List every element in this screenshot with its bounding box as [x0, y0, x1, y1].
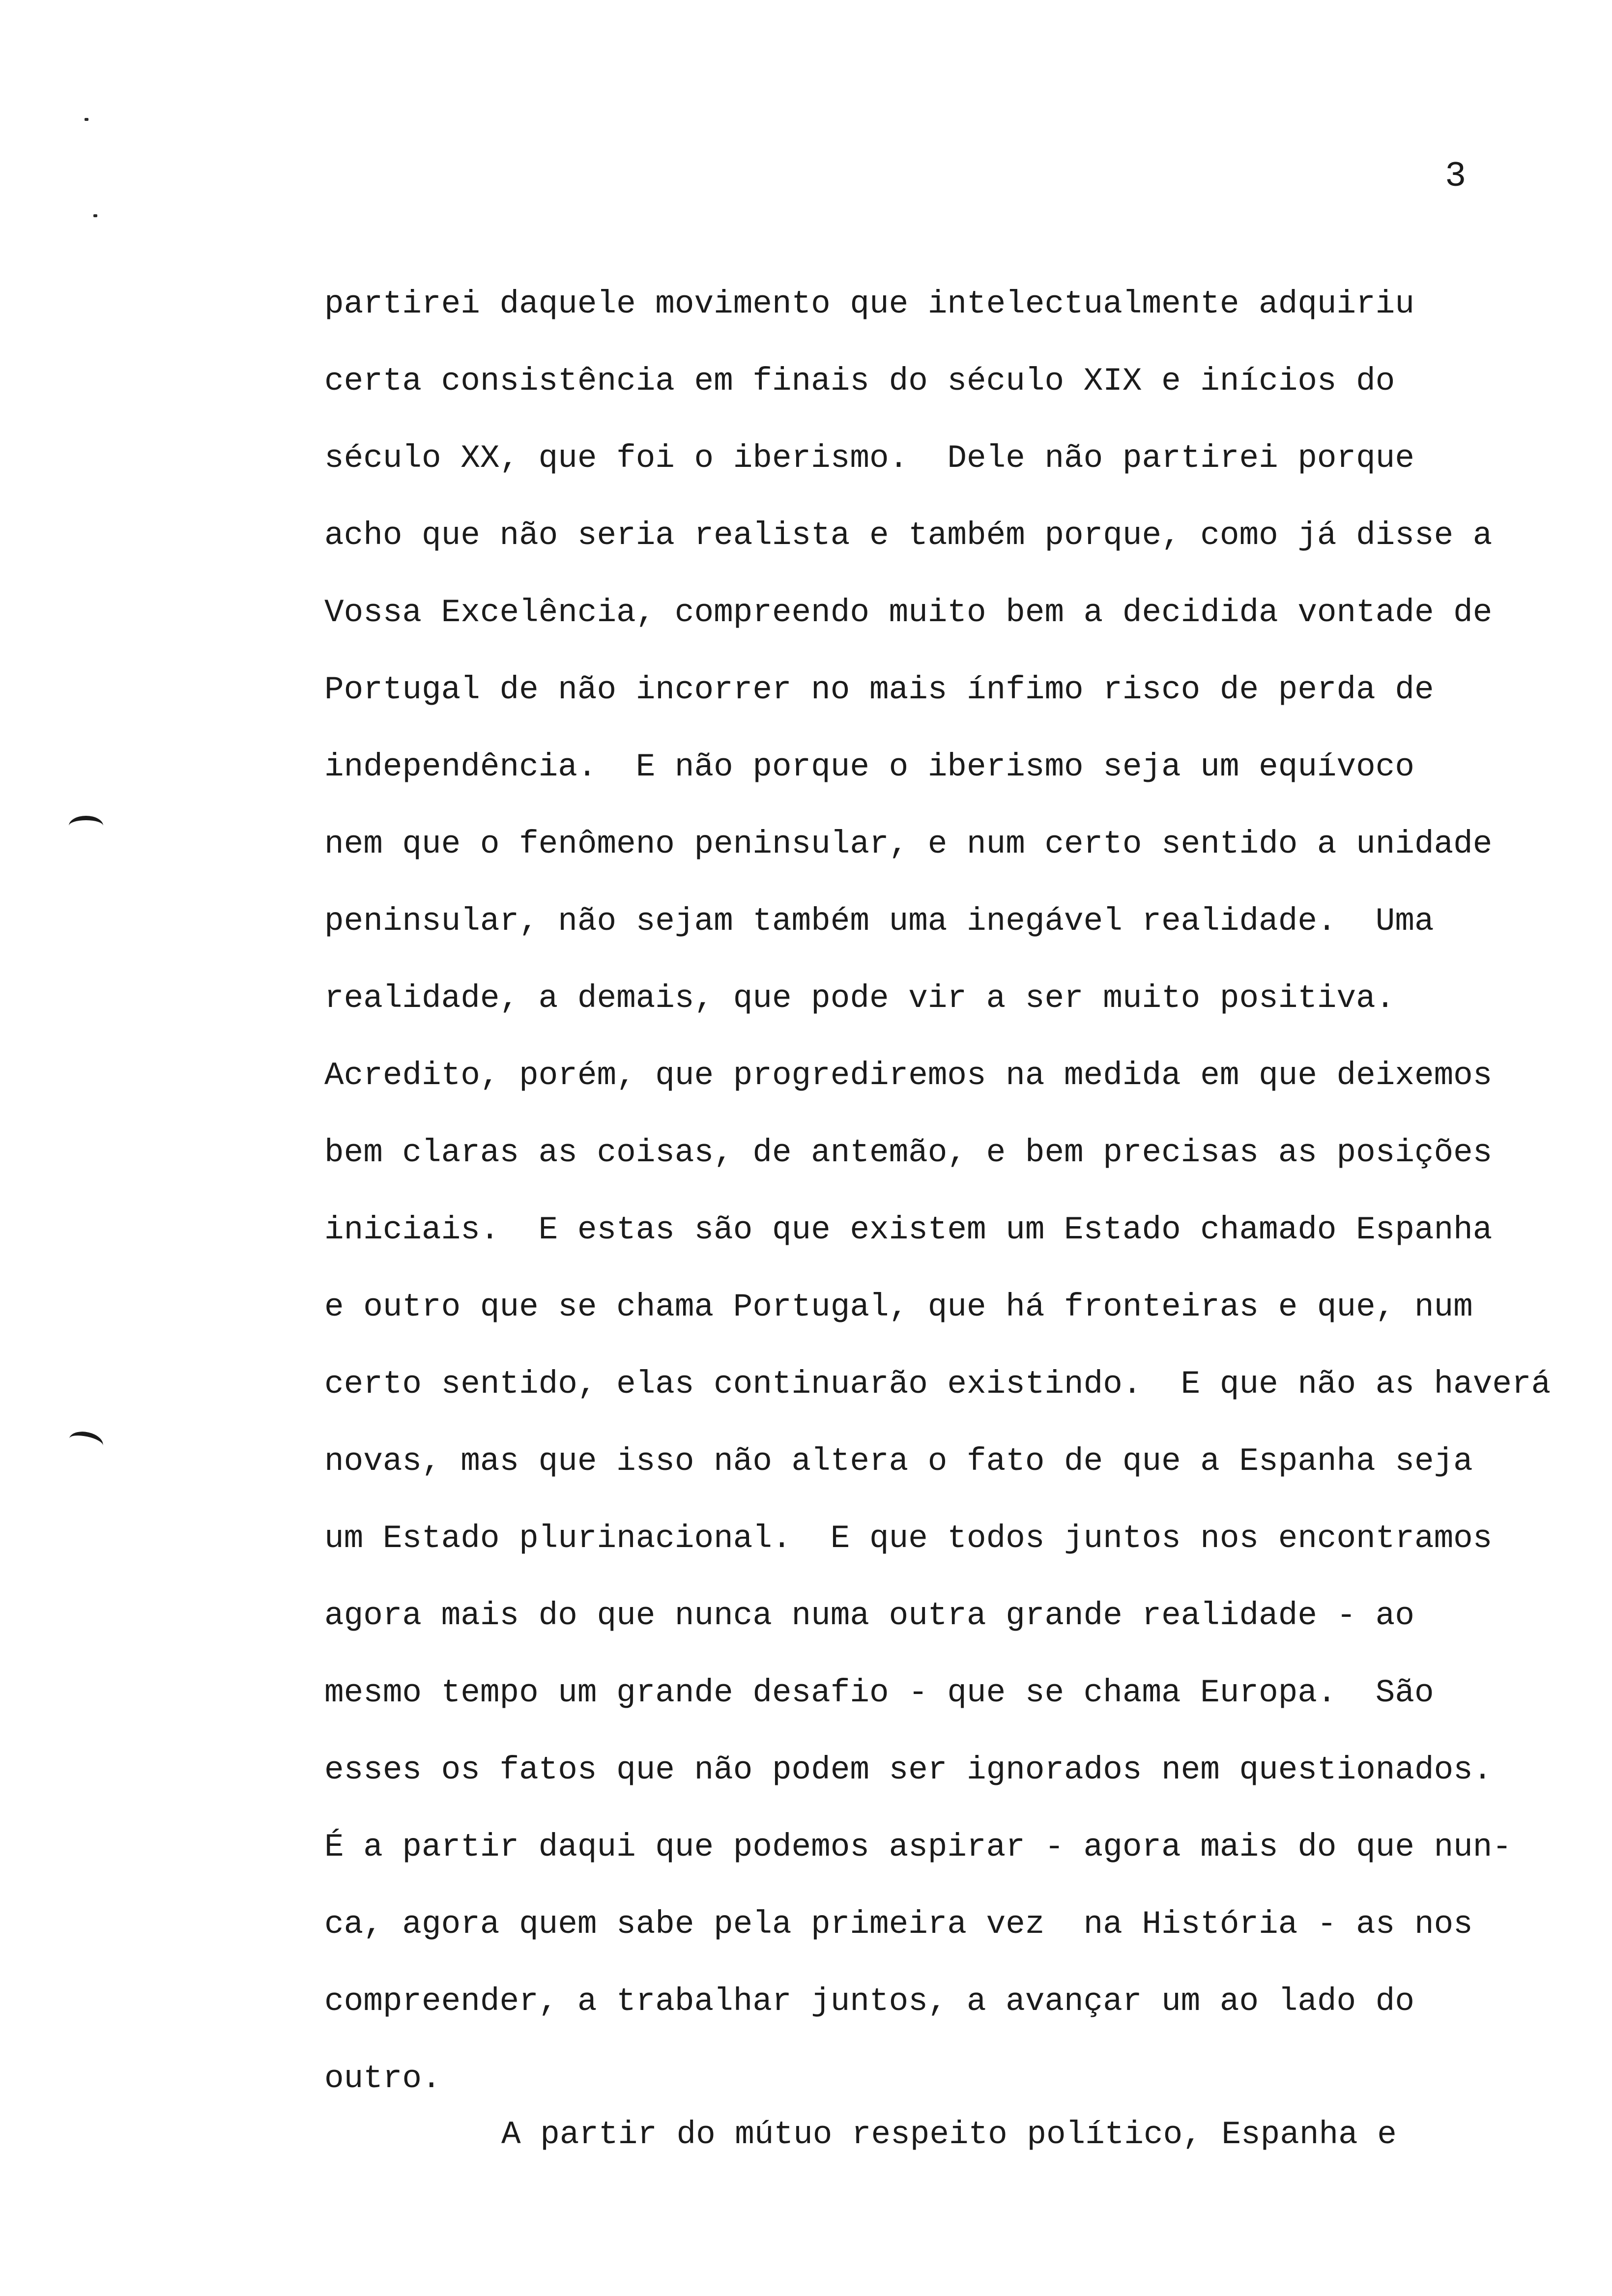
text-line: É a partir daqui que podemos aspirar - agora mais do que nun- — [324, 1829, 1512, 1866]
text-line: ca, agora quem sabe pela primeira vez na História - as nos — [324, 1906, 1473, 1943]
text-line: certa consistência em finais do século XIX e inícios do — [324, 363, 1395, 400]
binding-hole-mark — [69, 816, 103, 836]
text-line: Portugal de não incorrer no mais ínfimo risco de perda de — [324, 671, 1434, 708]
text-line: agora mais do que nunca numa outra grande realidade - ao — [324, 1597, 1414, 1634]
text-line: um Estado plurinacional. E que todos juntos nos encontramos — [324, 1520, 1493, 1557]
margin-dot — [85, 118, 88, 121]
text-line: realidade, a demais, que pode vir a ser muito positiva. — [324, 980, 1395, 1017]
text-line: certo sentido, elas continuarão existindo. E que não as haverá — [324, 1366, 1551, 1403]
text-line: nem que o fenômeno peninsular, e num certo sentido a unidade — [324, 826, 1493, 862]
text-line: acho que não seria realista e também porque, como já disse a — [324, 517, 1493, 554]
binding-hole-mark — [67, 1429, 105, 1456]
page-number: 3 — [1445, 156, 1467, 197]
text-line: novas, mas que isso não altera o fato de que a Espanha seja — [324, 1443, 1473, 1480]
text-line: esses os fatos que não podem ser ignorados nem questionados. — [324, 1751, 1493, 1788]
text-line: independência. E não porque o iberismo seja um equívoco — [324, 748, 1414, 785]
paragraph — [324, 265, 1583, 2117]
text-line: peninsular, não sejam também uma inegável realidade. Uma — [324, 903, 1434, 940]
text-line: Vossa Excelência, compreendo muito bem a decidida vontade de — [324, 594, 1493, 631]
text-line: partirei daquele movimento que intelectualmente adquiriu — [324, 286, 1414, 322]
text-line: Acredito, porém, que progrediremos na medida em que deixemos — [324, 1057, 1493, 1094]
text-line: iniciais. E estas são que existem um Estado chamado Espanha — [324, 1211, 1493, 1248]
text-line: mesmo tempo um grande desafio - que se chama Europa. São — [324, 1674, 1434, 1711]
paragraph-start-line: A partir do mútuo respeito político, Espanha e — [501, 2116, 1397, 2153]
text-line: outro. — [324, 2060, 441, 2097]
text-line: compreender, a trabalhar juntos, a avançar um ao lado do — [324, 1983, 1414, 2020]
margin-dot — [93, 214, 97, 217]
text-line: século XX, que foi o iberismo. Dele não partirei porque — [324, 440, 1414, 477]
text-line: bem claras as coisas, de antemão, e bem precisas as posições — [324, 1134, 1493, 1171]
text-line: e outro que se chama Portugal, que há fronteiras e que, num — [324, 1289, 1473, 1325]
